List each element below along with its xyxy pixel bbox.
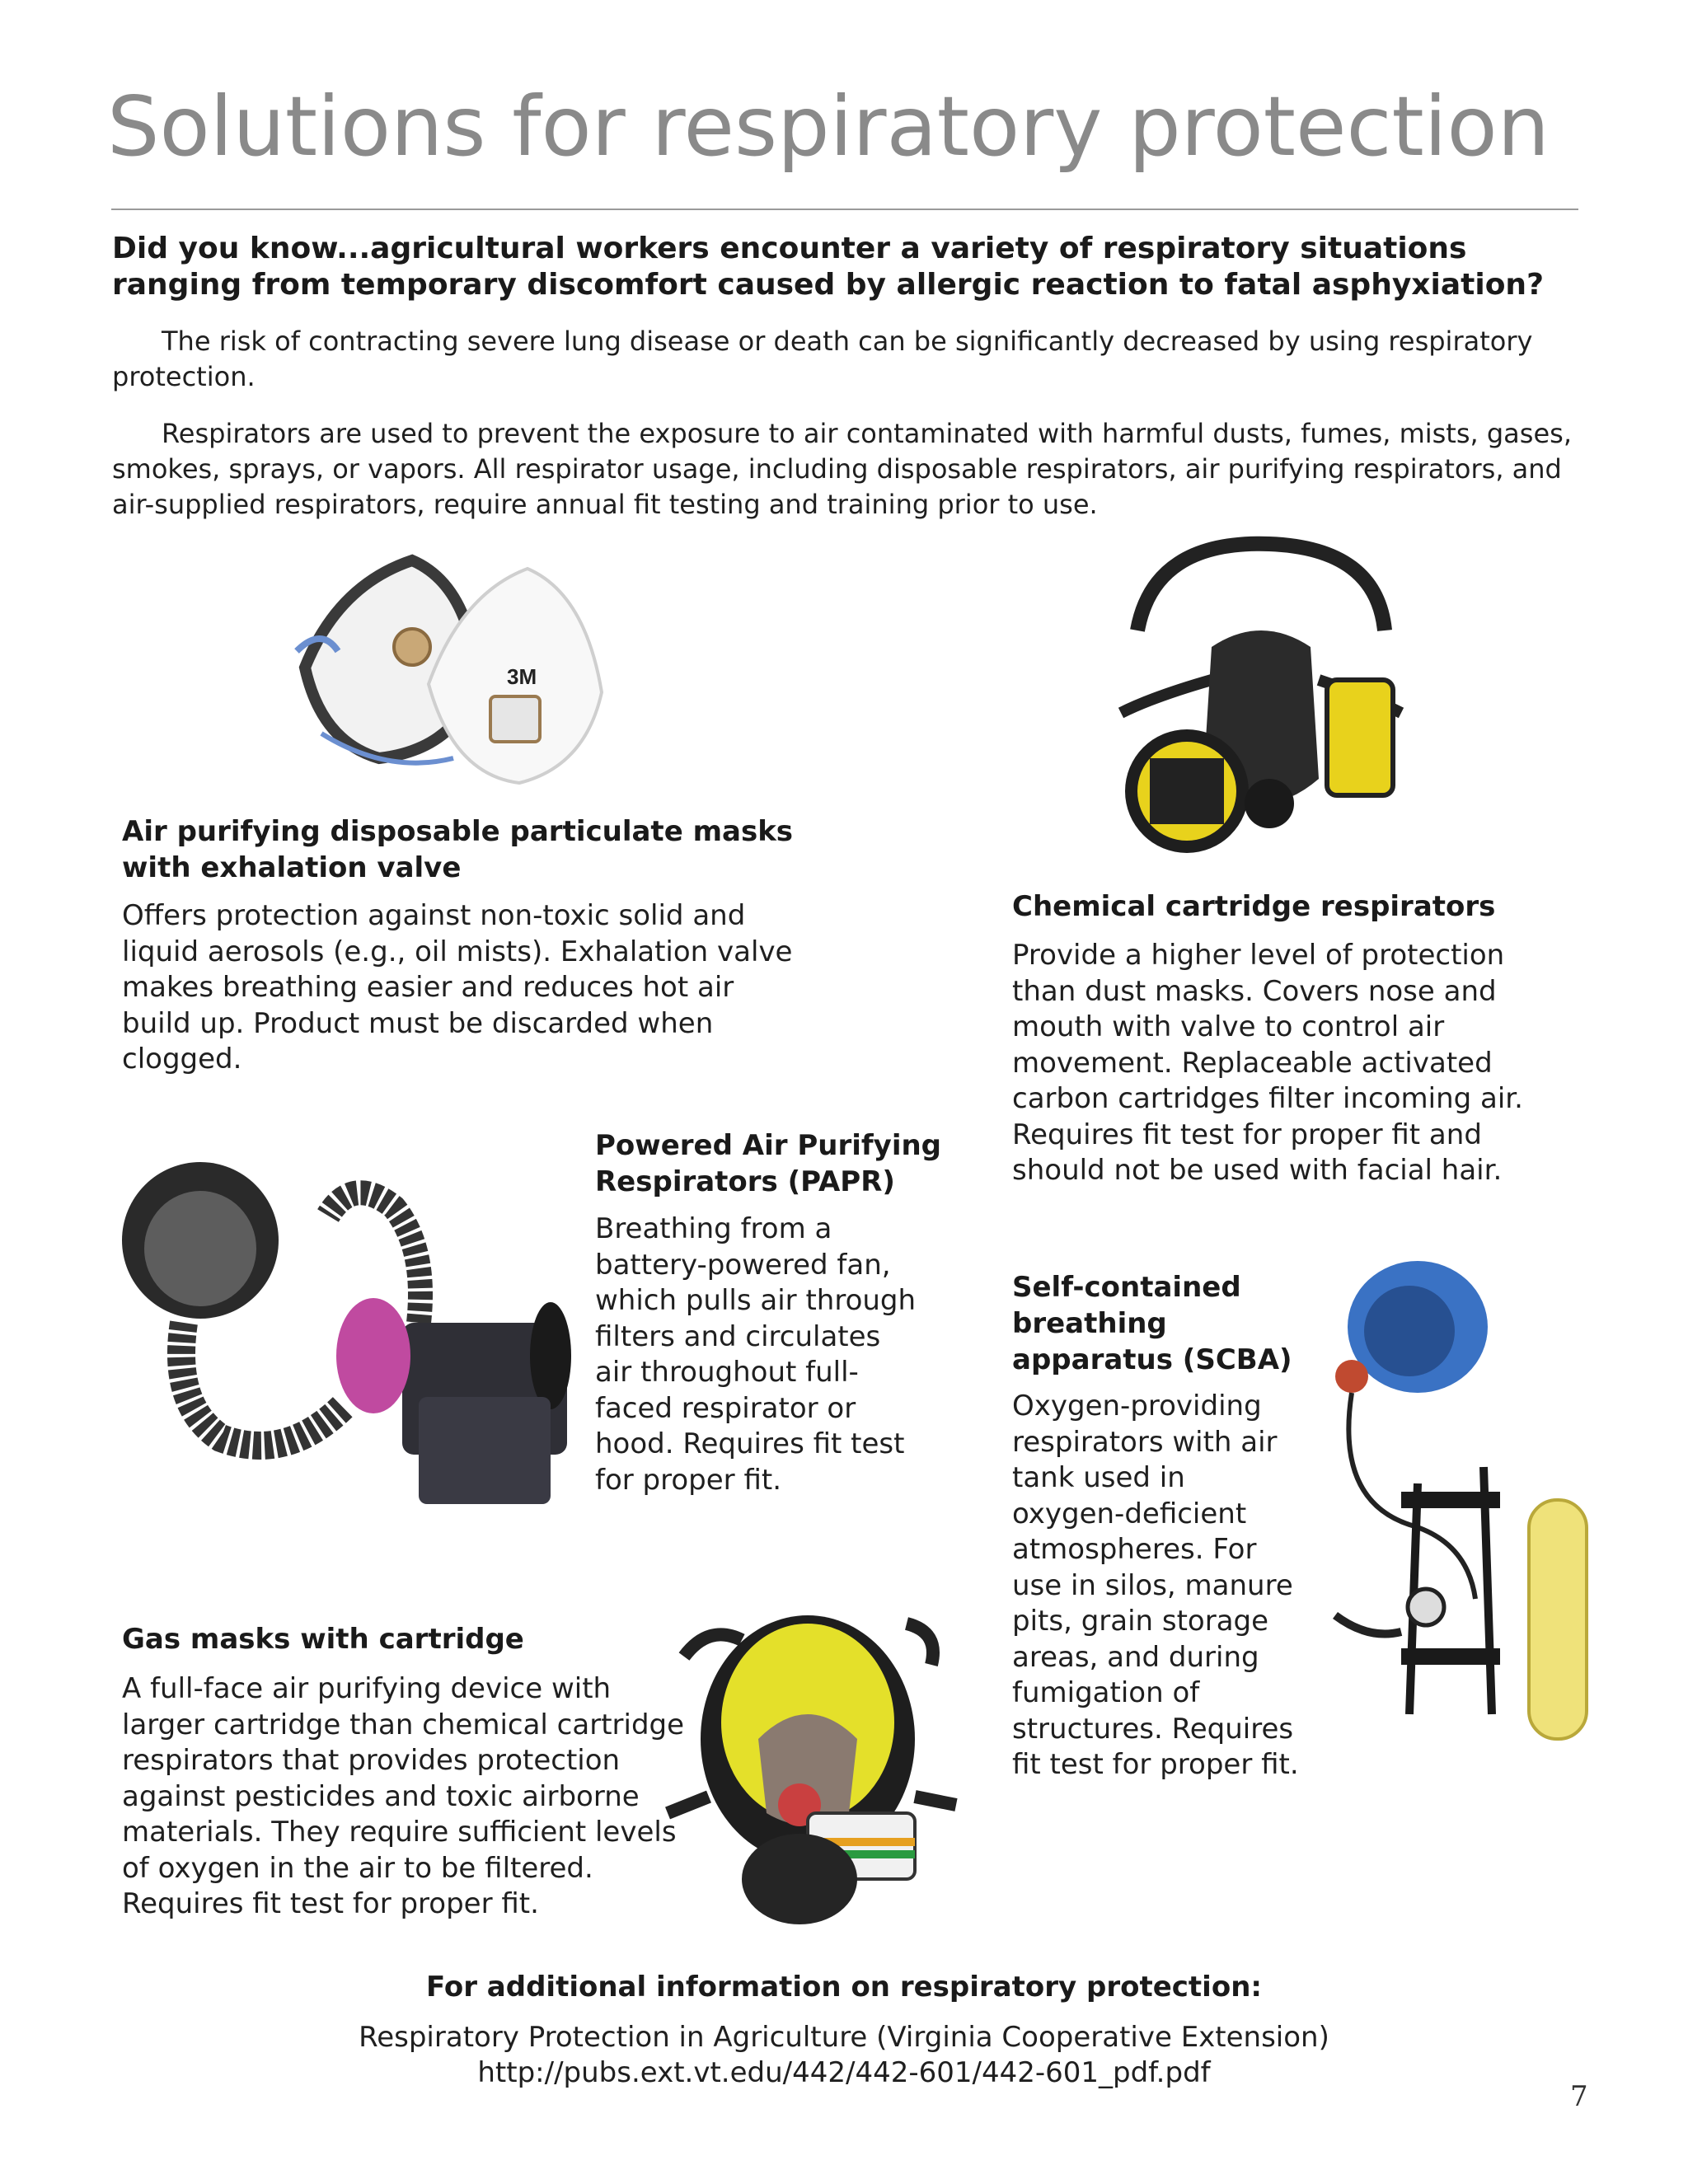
intro-paragraph-2: Respirators are used to prevent the exposure to air contaminated with harmful dusts, fumes, mists, gases, smokes, sprays, or vapors. All respirator usage, including disposable respirators, air purifying respirators, and air-supplied respirators, require annual fit testing and training prior to use. bbox=[112, 418, 1572, 520]
intro-heading: Did you know...agricultural workers encounter a variety of respiratory situations ranging from temporary discomfort caused by allergic reaction to fatal asphyxiation? bbox=[112, 232, 1544, 302]
disposable-title: Air purifying disposable particulate masks with exhalation valve bbox=[122, 815, 794, 884]
footer-url-link[interactable]: http://pubs.ext.vt.edu/442/442-601/442-601_pdf.pdf bbox=[477, 2056, 1211, 2089]
footer-heading: For additional information on respiratory protection: bbox=[426, 1971, 1262, 2004]
papr-photo-icon bbox=[106, 1158, 575, 1521]
papr-body: Breathing from a battery-powered fan, which pulls air through filters and circulates air throughout full-faced respirator or hood. Requires fit test for proper fit. bbox=[595, 1212, 917, 1497]
scba-photo-icon bbox=[1319, 1253, 1591, 1764]
scba-body: Oxygen-providing respirators with air tank used in oxygen-deficient atmospheres. For use in silos, manure pits, grain storage areas, and during fumigation of structures. Requires fit test for proper fit. bbox=[1012, 1390, 1299, 1781]
chemical-title: Chemical cartridge respirators bbox=[1012, 890, 1496, 923]
chemical-body: Provide a higher level of protection than dust masks. Covers nose and mouth with valve to control air movement. Replaceable activated carbon cartridges filter incoming air. Requires fit test for proper fit and should not be used with facial hair. bbox=[1012, 939, 1523, 1187]
scba-image bbox=[1319, 1253, 1591, 1764]
disposable-body: Offers protection against non-toxic solid and liquid aerosols (e.g., oil mists). Exhalation valve makes breathing easier and reduces hot air build up. Product must be discarded when clogged. bbox=[122, 899, 793, 1076]
page-title: Solutions for respiratory protection bbox=[107, 78, 1550, 175]
disposable-mask-photo-icon bbox=[288, 552, 618, 799]
intro-paragraph-1: The risk of contracting severe lung disease or death can be significantly decreased by using respiratory protection. bbox=[112, 326, 1533, 392]
chemical-respirator-image bbox=[1104, 532, 1418, 878]
gas-title: Gas masks with cartridge bbox=[122, 1623, 524, 1656]
gas-body: A full-face air purifying device with larger cartridge than chemical cartridge respirators that provides protection against pesticides and toxic airborne materials. They require sufficient levels of oxygen in the air to be filtered. Requires fit test for proper fit. bbox=[122, 1672, 685, 1920]
papr-title: Powered Air Purifying Respirators (PAPR) bbox=[595, 1129, 942, 1198]
svg-text:3M: 3M bbox=[507, 664, 537, 689]
disposable-mask-image bbox=[288, 552, 618, 799]
papr-image bbox=[106, 1158, 575, 1521]
scba-title: Self-contained breathing apparatus (SCBA) bbox=[1012, 1271, 1292, 1376]
title-divider bbox=[111, 209, 1578, 210]
footer-source: Respiratory Protection in Agriculture (Virginia Cooperative Extension) bbox=[359, 2021, 1329, 2054]
gas-mask-photo-icon bbox=[659, 1599, 964, 1937]
gas-mask-image bbox=[659, 1599, 964, 1937]
page-number: 7 bbox=[1570, 2080, 1588, 2113]
half-face-respirator-photo-icon bbox=[1104, 532, 1418, 878]
